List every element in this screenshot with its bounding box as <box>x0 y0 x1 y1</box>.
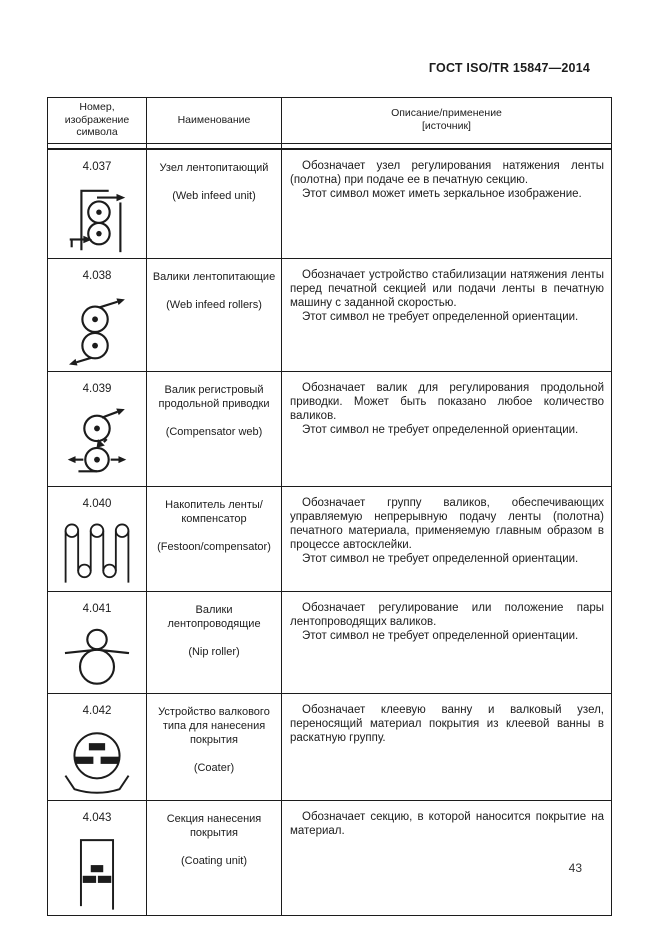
page-number: 43 <box>568 861 582 875</box>
compensator-web-icon <box>48 404 146 486</box>
document-header: ГОСТ ISO/TR 15847—2014 <box>428 61 590 75</box>
symbol-name-ru: Секция нанесения покрытия <box>166 812 262 839</box>
table-row <box>48 258 611 371</box>
header-separator <box>48 143 611 150</box>
symbol-description: Обозначает валик для регулирования продольной приводки. Может быть показано любое количество валиков. Этот символ не требует определенной ориентации. <box>290 381 604 436</box>
symbol-number: 4.040 <box>82 497 112 510</box>
symbol-name-ru: Узел лентопитающий <box>159 161 269 174</box>
symbol-name-en: (Nip roller) <box>188 645 240 658</box>
web-infeed-unit-icon <box>48 182 146 258</box>
symbol-name-en: (Compensator web) <box>165 425 263 438</box>
symbol-description: Обозначает устройство стабилизации натяжения ленты перед печатной секцией или подачи ленты в печатную машину с заданной скоростью. Этот символ не требует определенной ориентации. <box>290 268 604 323</box>
table-row <box>48 371 611 486</box>
table-row <box>48 800 611 915</box>
symbol-name-ru: Валики лентопроводящие <box>167 603 261 630</box>
web-infeed-rollers-icon <box>48 291 146 371</box>
symbols-table <box>47 97 612 916</box>
symbol-name-ru: Накопитель ленты/компенсатор <box>165 498 263 525</box>
table-row <box>48 693 611 800</box>
symbol-name-ru: Валики лентопитающие <box>152 270 276 283</box>
symbol-number: 4.038 <box>82 269 112 282</box>
nip-roller-icon <box>48 624 146 690</box>
table-row <box>48 150 611 258</box>
symbol-description: Обозначает группу валиков, обеспечивающих управляемую непрерывную подачу ленты (полотна) печатного материала, применяемую главным образом в процессе автосклейки. Этот символ не требует определенной ориентации. <box>290 496 604 565</box>
table-row <box>48 591 611 693</box>
symbol-number: 4.042 <box>82 704 112 717</box>
symbol-number: 4.039 <box>82 382 112 395</box>
symbol-name-en: (Web infeed rollers) <box>166 298 262 311</box>
symbol-description: Обозначает регулирование или положение пары лентопроводящих валиков. Этот символ не требует определенной ориентации. <box>290 601 604 642</box>
symbol-number: 4.043 <box>82 811 112 824</box>
symbol-description: Обозначает узел регулирования натяжения ленты (полотна) при подаче ее в печатную секцию. Этот символ может иметь зеркальное изображение. <box>290 159 604 200</box>
festoon-compensator-icon <box>48 519 146 591</box>
symbol-name-en: (Coater) <box>193 761 235 774</box>
symbol-name-en: (Web infeed unit) <box>172 189 256 202</box>
symbol-name-ru: Устройство валкового типа для нанесения покрытия <box>158 705 270 746</box>
symbol-number: 4.037 <box>82 160 112 173</box>
table-row <box>48 486 611 591</box>
symbol-number: 4.041 <box>82 602 112 615</box>
table-header-row <box>48 98 611 143</box>
symbol-description: Обозначает клеевую ванну и валковый узел, переносящий материал покрытия из клеевой ванны в раскатную группу. <box>290 703 604 744</box>
symbol-name-en: (Coating unit) <box>180 854 248 867</box>
symbol-name-ru: Валик регистровый продольной приводки <box>158 383 270 410</box>
header-name: Наименование <box>147 98 282 143</box>
header-number-symbol: Номер, изображение символа <box>48 98 147 143</box>
symbol-name-en: (Festoon/compensator) <box>157 540 271 553</box>
symbol-description: Обозначает секцию, в которой наносится покрытие на материал. <box>290 810 604 837</box>
coater-icon <box>48 726 146 800</box>
header-description: Описание/применение [источник] <box>391 107 502 132</box>
